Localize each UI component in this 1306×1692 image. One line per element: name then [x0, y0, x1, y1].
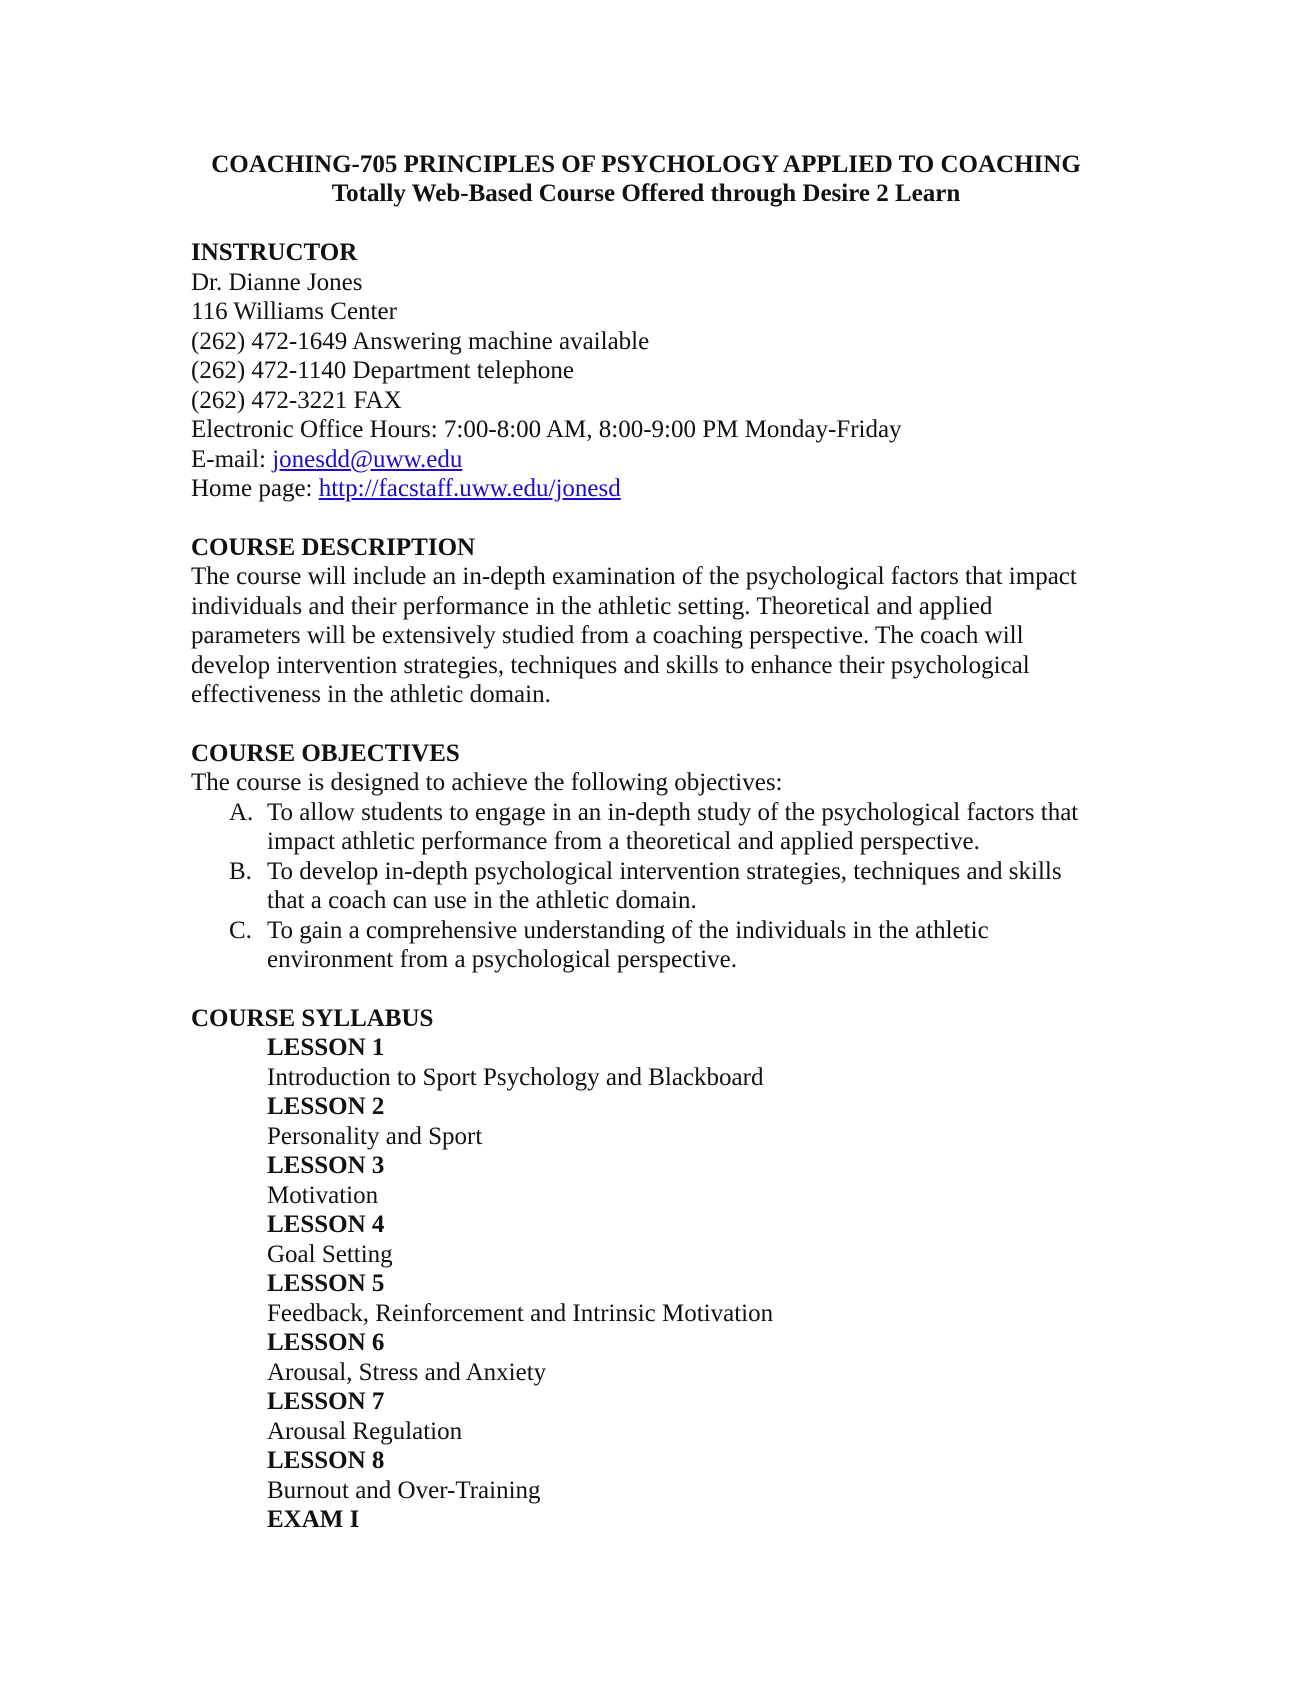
objective-line: To develop in-depth psychological intervention strategies, techniques and skills — [267, 857, 1062, 885]
description-line: The course will include an in-depth examination of the psychological factors that impact — [191, 563, 1077, 590]
objectives-heading: COURSE OBJECTIVES — [191, 739, 460, 767]
homepage-link[interactable]: http://facstaff.uww.edu/jonesd — [318, 475, 621, 502]
description-section — [191, 533, 1101, 710]
lesson-topic: Arousal, Stress and Anxiety — [267, 1358, 547, 1386]
course-title: COACHING-705 PRINCIPLES OF PSYCHOLOGY APPLIED TO COACHING — [211, 151, 1081, 178]
objective-line: that a coach can use in the athletic domain. — [267, 887, 697, 914]
lesson-topic: Burnout and Over-Training — [267, 1476, 541, 1504]
instructor-fax: (262) 472-3221 FAX — [191, 386, 402, 414]
syllabus-section — [191, 1004, 1101, 1535]
lesson-label: LESSON 3 — [267, 1152, 385, 1179]
lesson-topic: Feedback, Reinforcement and Intrinsic Motivation — [267, 1299, 774, 1327]
description-line: individuals and their performance in the athletic setting. Theoretical and applied — [191, 592, 993, 620]
description-text — [191, 562, 1101, 710]
lesson-topic: Goal Setting — [267, 1240, 393, 1268]
description-heading: COURSE DESCRIPTION — [191, 533, 476, 561]
lesson-topic: Introduction to Sport Psychology and Blackboard — [267, 1063, 764, 1091]
objective-text — [267, 916, 1101, 975]
homepage-label: Home page: — [191, 475, 319, 502]
description-line: parameters will be extensively studied from a coaching perspective. The coach will — [191, 622, 1024, 649]
objective-line: To allow students to engage in an in-depth study of the psychological factors that — [267, 798, 1079, 826]
instructor-homepage-row — [191, 474, 1101, 504]
lesson-topic: Arousal Regulation — [267, 1417, 463, 1445]
objective-letter: B. — [229, 857, 252, 885]
lesson-label: LESSON 5 — [267, 1270, 385, 1297]
description-line: effectiveness in the athletic domain. — [191, 681, 551, 708]
objective-text — [267, 798, 1101, 857]
objective-item — [191, 798, 1101, 857]
instructor-name: Dr. Dianne Jones — [191, 268, 363, 296]
instructor-email-row — [191, 445, 1101, 475]
objective-letter: C. — [229, 916, 252, 944]
lesson-list — [191, 1033, 1101, 1535]
course-subtitle: Totally Web-Based Course Offered through Desire 2 Learn — [331, 180, 961, 207]
lesson-label: LESSON 4 — [267, 1211, 385, 1238]
objective-item — [191, 857, 1101, 916]
objectives-section — [191, 739, 1101, 975]
exam-label: EXAM I — [267, 1506, 360, 1533]
lesson-label: LESSON 7 — [267, 1388, 385, 1415]
email-link[interactable]: jonesdd@uww.edu — [272, 445, 463, 473]
lesson-label: LESSON 2 — [267, 1093, 385, 1120]
objectives-list — [191, 798, 1101, 975]
document-page — [191, 150, 1101, 1564]
instructor-office-hours: Electronic Office Hours: 7:00-8:00 AM, 8:00-9:00 PM Monday-Friday — [191, 416, 902, 443]
lesson-label: LESSON 8 — [267, 1447, 385, 1474]
instructor-section — [191, 238, 1101, 504]
instructor-heading: INSTRUCTOR — [191, 239, 358, 266]
objective-line: impact athletic performance from a theoretical and applied perspective. — [267, 828, 980, 855]
description-line: develop intervention strategies, techniques and skills to enhance their psychological — [191, 651, 1030, 679]
instructor-phone-department: (262) 472-1140 Department telephone — [191, 357, 574, 384]
objective-line: environment from a psychological perspective. — [267, 946, 737, 973]
syllabus-heading: COURSE SYLLABUS — [191, 1004, 434, 1032]
lesson-topic: Personality and Sport — [267, 1122, 483, 1150]
objective-letter: A. — [229, 798, 254, 826]
lesson-label: LESSON 6 — [267, 1329, 385, 1356]
instructor-office: 116 Williams Center — [191, 298, 397, 325]
lesson-label: LESSON 1 — [267, 1034, 385, 1061]
title-block — [191, 150, 1101, 208]
objective-text — [267, 857, 1101, 916]
email-label: E-mail: — [191, 445, 273, 473]
lesson-topic: Motivation — [267, 1181, 379, 1209]
objective-line: To gain a comprehensive understanding of the individuals in the athletic — [267, 916, 989, 944]
objectives-intro: The course is designed to achieve the following objectives: — [191, 769, 783, 796]
instructor-phone-answering: (262) 472-1649 Answering machine available — [191, 327, 650, 355]
objective-item — [191, 916, 1101, 975]
